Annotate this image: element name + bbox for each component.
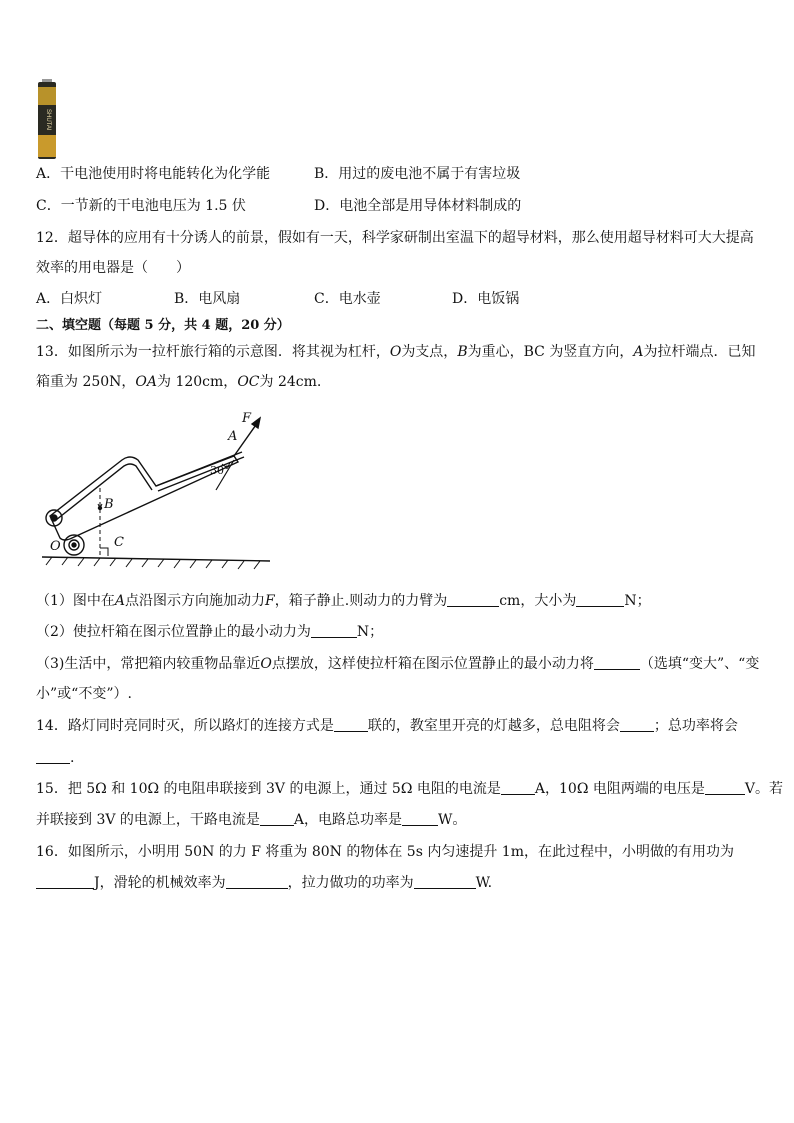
answer-blank[interactable] — [226, 874, 288, 889]
q12-option-d: D．电饭锅 — [452, 291, 520, 307]
label-O: O — [50, 539, 61, 554]
q11-option-a: A．干电池使用时将电能转化为化学能 — [36, 166, 271, 182]
q14-line1: 14．路灯同时亮同时灭，所以路灯的连接方式是 联的，教室里开亮的灯越多，总电阻将会 ；总功率将会 — [36, 718, 738, 734]
q13-sub1: （1）图中在A点沿图示方向施加动力F，箱子静止.则动力的力臂为 cm，大小为 N； — [36, 593, 651, 609]
label-angle: 30° — [210, 464, 230, 477]
section-heading-fill-in: 二、填空题（每题 5 分，共 4 题，20 分） — [36, 318, 290, 333]
q15-line1: 15．把 5Ω 和 10Ω 的电阻串联接到 3V 的电源上，通过 5Ω 电阻的电流是 A，10Ω 电阻两端的电压是 V。若 — [36, 781, 783, 797]
right-angle-mark — [100, 548, 108, 556]
luggage-lever-diagram — [38, 408, 274, 570]
q12-option-a: A．白炽灯 — [36, 291, 103, 307]
q12-stem-line2: 效率的用电器是（ ） — [36, 260, 190, 276]
label-A: A — [228, 429, 238, 444]
answer-blank[interactable] — [402, 811, 438, 826]
answer-blank[interactable] — [594, 655, 640, 670]
q13-sub2: （2）使拉杆箱在图示位置静止的最小动力为 N； — [36, 624, 384, 640]
answer-blank[interactable] — [414, 874, 476, 889]
answer-blank[interactable] — [501, 780, 535, 795]
q13-sub3-line1: （3)生活中，常把箱内较重物品靠近O点摆放，这样使拉杆箱在图示位置静止的最小动力将 （选填“变大”、“变 — [36, 656, 760, 672]
answer-blank[interactable] — [260, 811, 294, 826]
q11-option-d: D．电池全部是用导体材料制成的 — [314, 198, 522, 214]
q15-line2: 并联接到 3V 的电源上，干路电流是 A，电路总功率是 W。 — [36, 812, 467, 828]
answer-blank[interactable] — [447, 592, 499, 607]
battery-brand-label: SHUTAI — [45, 109, 51, 131]
answer-blank[interactable] — [36, 874, 94, 889]
q12-option-c: C．电水壶 — [314, 291, 381, 307]
force-arrow — [234, 422, 258, 456]
answer-blank[interactable] — [705, 780, 745, 795]
answer-blank[interactable] — [576, 592, 624, 607]
answer-blank[interactable] — [311, 623, 357, 638]
label-B: B — [104, 497, 114, 512]
q16-line1: 16．如图所示，小明用 50N 的力 F 将重为 80N 的物体在 5s 内匀速提升 1m，在此过程中，小明做的有用功为 — [36, 844, 734, 860]
q13-stem-line1: 13．如图所示为一拉杆旅行箱的示意图．将其视为杠杆，O为支点，B为重心，BC 为竖直方向，A为拉杆端点．已知 — [36, 344, 756, 360]
ground-line — [42, 557, 270, 561]
q11-option-b: B．用过的废电池不属于有害垃圾 — [314, 166, 521, 182]
q11-option-c: C．一节新的干电池电压为 1.5 伏 — [36, 198, 246, 214]
q12-option-b: B．电风扇 — [174, 291, 241, 307]
answer-blank[interactable] — [620, 717, 654, 732]
q16-line2: J，滑轮的机械效率为 ，拉力做功的功率为 W. — [36, 873, 492, 893]
label-C: C — [114, 535, 124, 550]
answer-blank[interactable] — [36, 749, 70, 764]
q13-sub3-line2: 小”或“不变”）. — [36, 686, 132, 702]
battery-image — [38, 79, 56, 159]
label-F: F — [242, 411, 252, 426]
q14-line2: . — [36, 748, 74, 768]
answer-blank[interactable] — [334, 717, 368, 732]
q12-stem-line1: 12．超导体的应用有十分诱人的前景，假如有一天，科学家研制出室温下的超导材料，那么使用超导材料可大大提高 — [36, 230, 754, 246]
q13-stem-line2: 箱重为 250N，OA为 120cm，OC为 24cm. — [36, 374, 322, 390]
